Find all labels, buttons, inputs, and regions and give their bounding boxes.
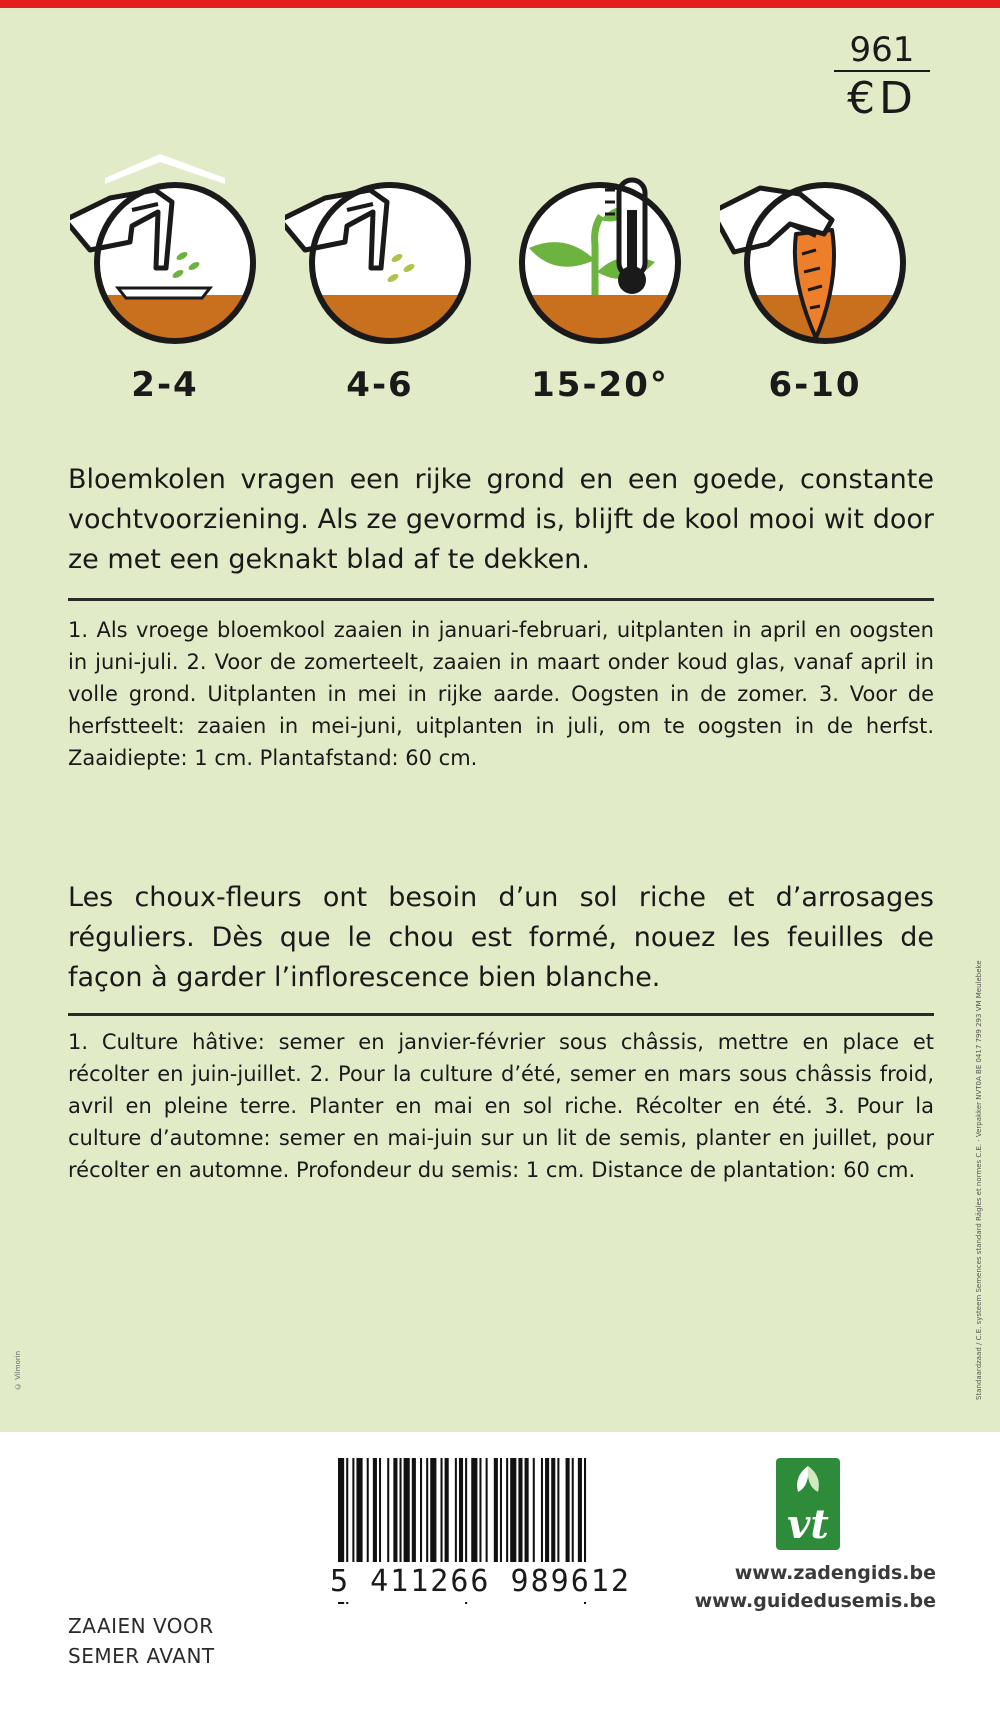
copyright-text: © Vilmorin bbox=[14, 1350, 22, 1390]
vt-logo-text: vt bbox=[787, 1501, 829, 1548]
website-link-zadengids[interactable]: www.zadengids.be bbox=[734, 1562, 936, 1584]
sow-before-label-nl: ZAAIEN VOOR bbox=[68, 1614, 214, 1638]
icon-label-sowing-indoor: 2-4 bbox=[131, 365, 199, 405]
website-link-guidedusemis[interactable]: www.guidedusemis.be bbox=[694, 1590, 936, 1612]
packet-code-letters: €D bbox=[847, 73, 917, 124]
dutch-divider bbox=[68, 598, 934, 601]
icon-label-sowing-outdoor: 4-6 bbox=[346, 365, 414, 405]
cultivation-icons bbox=[0, 150, 1000, 420]
icon-label-harvest: 6-10 bbox=[768, 365, 862, 405]
dutch-details-text: 1. Als vroege bloemkool zaaien in januari-februari, uitplanten in april en oogsten in juni-juli. 2. Voor de zomerteelt, zaaien in maart onder koud glas, vanaf april in volle grond. Uitplanten in mei in rijke aarde. Oogsten in de zomer. 3. Voor de herfstteelt: zaaien in mei-juni, uitplanten in juli, om te oogsten in de herfst. Zaaidiepte: 1 cm. Plantafstand: 60 cm. bbox=[68, 618, 934, 770]
barcode-number: 5 411266 989612 bbox=[330, 1562, 650, 1602]
legal-side-text: Standaardzaad / C.E. systeem Semences standard Rägles et normes C.E. · Verpakker NVT0A BE 0417 799 293 VM Meulebeke bbox=[975, 960, 983, 1400]
sowing-outdoor-icon bbox=[285, 150, 475, 360]
packet-code bbox=[834, 30, 930, 126]
icon-cell-sowing-indoor bbox=[70, 150, 260, 420]
french-intro-text: Les choux-fleurs ont besoin d’un sol riche et d’arrosages réguliers. Dès que le chou est formé, nouez les feuilles de façon à garder l’inflorescence bien blanche. bbox=[68, 882, 934, 993]
icon-cell-temperature bbox=[505, 150, 695, 420]
icon-cell-harvest bbox=[720, 150, 910, 420]
harvest-carrot-icon bbox=[720, 150, 910, 360]
icon-label-temperature: 15-20° bbox=[531, 365, 669, 405]
germination-temperature-icon bbox=[505, 150, 695, 360]
packet-code-number: 961 bbox=[834, 30, 930, 72]
french-divider bbox=[68, 1013, 934, 1016]
sow-before-label-fr: SEMER AVANT bbox=[68, 1644, 215, 1668]
top-red-stripe bbox=[0, 0, 1000, 8]
sowing-indoor-icon bbox=[70, 150, 260, 360]
french-details-text: 1. Culture hâtive: semer en janvier-février sous châssis, mettre en place et récolter en juin-juillet. 2. Pour la culture d’été, semer en mars sous châssis froid, avril en pleine terre. Planter en mai en sol riche. Récolter en été. 3. Pour la culture d’automne: semer en mai-juin sur un lit de semis, planter en juillet, pour récolter en automne. Profondeur du semis: 1 cm. Distance de plantation: 60 cm. bbox=[68, 1030, 934, 1182]
dutch-intro-text: Bloemkolen vragen een rijke grond en een goede, constante vochtvoorziening. Als ze gevormd is, blijft de kool mooi wit door ze met een geknakt blad af te dekken. bbox=[68, 464, 934, 575]
vt-logo bbox=[776, 1458, 840, 1550]
icon-cell-sowing-outdoor bbox=[285, 150, 475, 420]
